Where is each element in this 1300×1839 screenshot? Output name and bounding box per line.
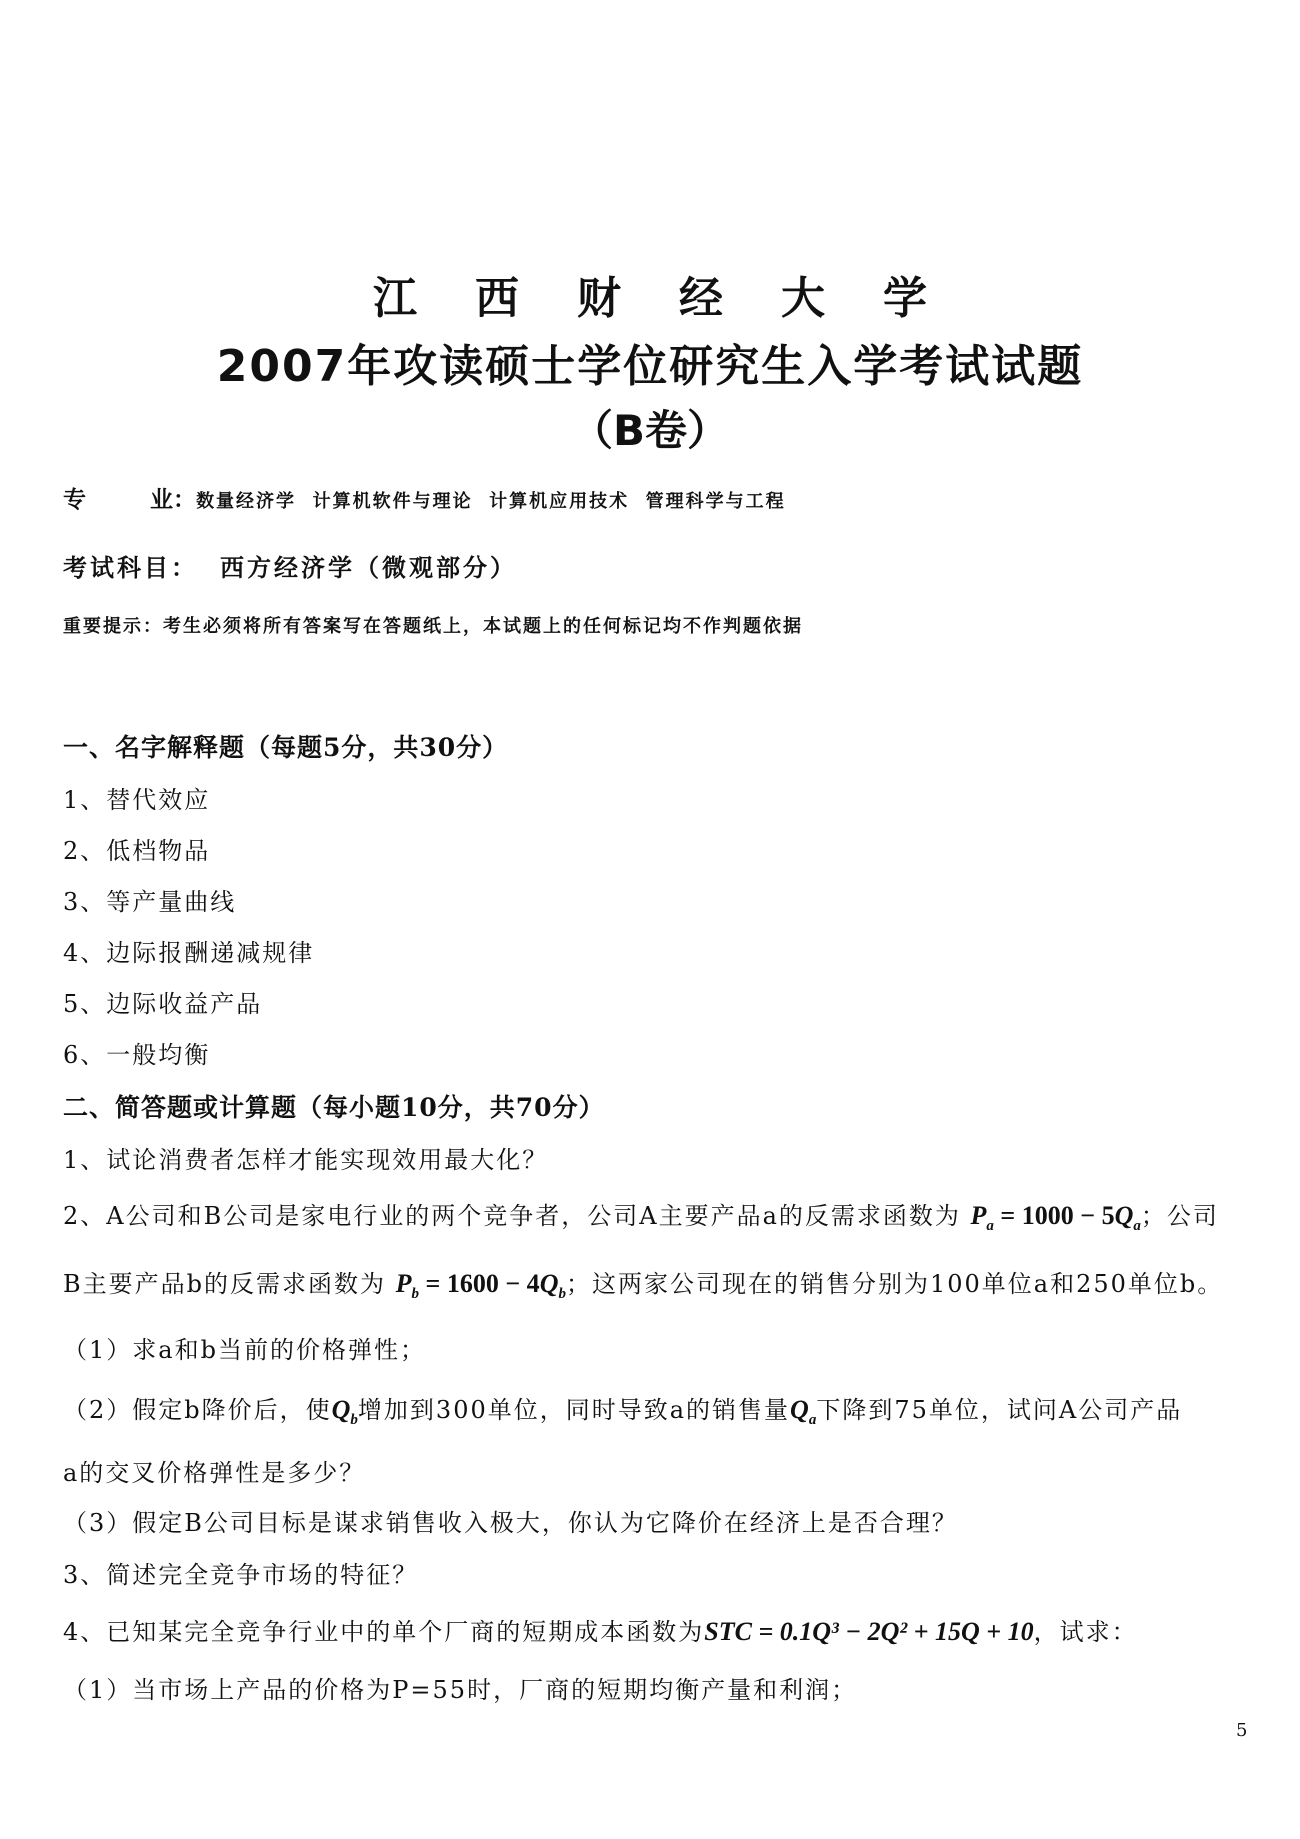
list-item: 3、等产量曲线	[63, 888, 237, 916]
important-notice: 重要提示：考生必须将所有答案写在答题纸上，本试题上的任何标记均不作判题依据	[63, 616, 803, 637]
formula-stc: STC = 0.1Q³ − 2Q² + 15Q + 10	[704, 1617, 1034, 1646]
exam-title: 2007年攻读硕士学位研究生入学考试试题	[216, 341, 1084, 392]
q2-text-suffix: ；公司	[1140, 1202, 1219, 1230]
list-item: 2、低档物品	[63, 837, 211, 865]
question-2-line2	[63, 1264, 1223, 1303]
section2-heading: 二、简答题或计算题（每小题10分，共70分）	[63, 1093, 605, 1122]
question-4-part1: （1）当市场上产品的价格为P=55时，厂商的短期均衡产量和利润；	[63, 1676, 858, 1704]
q2p2-text-a: （2）假定b降价后，使	[63, 1396, 332, 1424]
subject-value: 西方经济学（微观部分）	[220, 554, 517, 582]
q2p2-text-c: 下降到75单位，试问A公司产品	[816, 1396, 1183, 1424]
question-2-part2	[63, 1390, 1182, 1429]
major-value: 数量经济学 计算机软件与理论 计算机应用技术 管理科学与工程	[196, 491, 786, 512]
list-item: 6、一般均衡	[63, 1041, 211, 1069]
q2-text: B主要产品b的反需求函数为	[63, 1270, 386, 1298]
question-2-part3: （3）假定B公司目标是谋求销售收入极大，你认为它降价在经济上是否合理？	[63, 1509, 958, 1537]
page-number: 5	[1236, 1720, 1248, 1741]
symbol-qa: $Q_a$	[790, 1395, 817, 1429]
formula-a-body: 1000 − 5	[1021, 1201, 1115, 1230]
list-item: 4、边际报酬递减规律	[63, 939, 315, 967]
paper-version: （B卷）	[570, 406, 729, 455]
q4-text: 4、已知某完全竞争行业中的单个厂商的短期成本函数为	[63, 1618, 705, 1646]
major-line	[63, 481, 786, 514]
q2p2-text-b: 增加到300单位，同时导致a的销售量	[357, 1396, 791, 1424]
section1-heading: 一、名字解释题（每题5分，共30分）	[63, 733, 509, 762]
formula-demand-b: $P_b = 1600 - 4Q_b$	[395, 1269, 566, 1303]
formula-b-body: 1600 − 4	[446, 1269, 540, 1298]
question-4	[63, 1612, 1138, 1647]
major-label: 专 业：	[63, 487, 197, 513]
list-item: 1、替代效应	[63, 786, 211, 814]
subject-line	[63, 548, 517, 583]
question-3: 3、简述完全竞争市场的特征？	[63, 1561, 419, 1589]
q2-text-suffix: ；这两家公司现在的销售分别为100单位a和250单位b。	[565, 1270, 1224, 1298]
symbol-qb: $Q_b$	[331, 1395, 358, 1429]
question-1: 1、试论消费者怎样才能实现效用最大化？	[63, 1146, 549, 1174]
q4-suffix: ，试求：	[1033, 1618, 1138, 1646]
formula-demand-a: $P_a = 1000 - 5Q_a$	[970, 1201, 1141, 1235]
question-2-line1	[63, 1196, 1219, 1235]
q2-text: 2、A公司和B公司是家电行业的两个竞争者，公司A主要产品a的反需求函数为	[63, 1202, 961, 1230]
list-item: 5、边际收益产品	[63, 990, 263, 1018]
question-2-part2-line2: a的交叉价格弹性是多少？	[63, 1459, 366, 1487]
university-title: 江西财经大学	[373, 273, 985, 324]
question-2-part1: （1）求a和b当前的价格弹性；	[63, 1336, 426, 1364]
subject-label: 考试科目：	[63, 554, 198, 582]
